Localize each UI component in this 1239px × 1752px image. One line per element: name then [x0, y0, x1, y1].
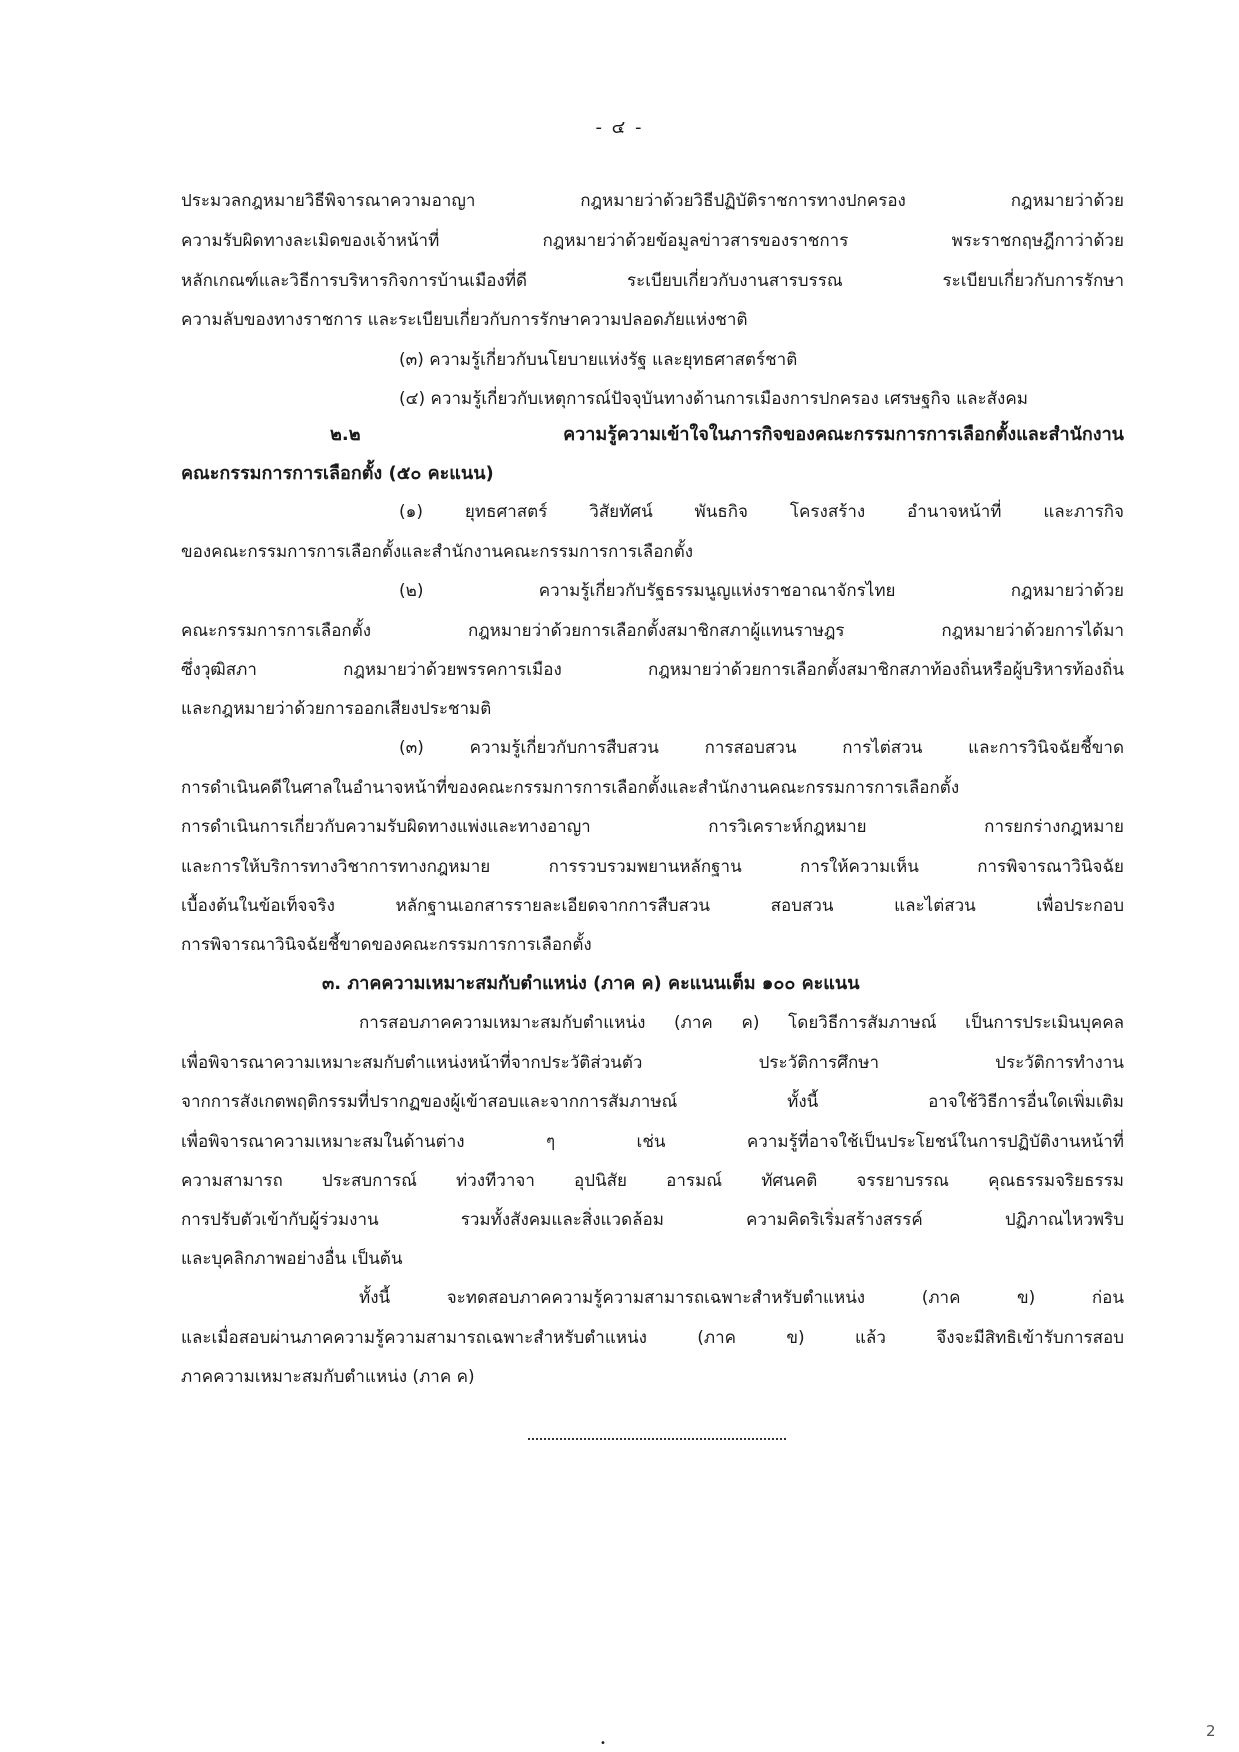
dotted-end-line: [528, 1438, 786, 1440]
body-line: การดำเนินคดีในศาลในอำนาจหน้าที่ของคณะกรรมการการเลือกตั้งและสำนักงานคณะกรรมการการเลือกตั้ง: [181, 778, 960, 798]
body-line: การพิจารณาวินิจฉัยชี้ขาดของคณะกรรมการการเลือกตั้ง: [181, 935, 592, 955]
body-line: ของคณะกรรมการการเลือกตั้งและสำนักงานคณะกรรมการการเลือกตั้ง: [181, 542, 694, 562]
body-line: การดำเนินการเกี่ยวกับความรับผิดทางแพ่งและทางอาญา การวิเคราะห์กฎหมาย การยกร่างกฎหมาย: [181, 817, 1124, 837]
body-line: ภาคความเหมาะสมกับตำแหน่ง (ภาค ค): [181, 1367, 475, 1387]
body-line: ประมวลกฎหมายวิธีพิจารณาความอาญา กฎหมายว่าด้วยวิธีปฏิบัติราชการทางปกครอง กฎหมายว่าด้วย: [181, 191, 1124, 211]
page-number: - ๔ -: [595, 117, 644, 138]
body-line: ความลับของทางราชการ และระเบียบเกี่ยวกับการรักษาความปลอดภัยแห่งชาติ: [181, 310, 748, 330]
body-line: การสอบภาคความเหมาะสมกับตำแหน่ง (ภาค ค) โดยวิธีการสัมภาษณ์ เป็นการประเมินบุคคล: [359, 1013, 1124, 1033]
section-heading: ๒.๒ ความรู้ความเข้าใจในภารกิจของคณะกรรมการการเลือกตั้งและสำนักงาน: [330, 424, 1124, 445]
body-line: ซึ่งวุฒิสภา กฎหมายว่าด้วยพรรคการเมือง กฎหมายว่าด้วยการเลือกตั้งสมาชิกสภาท้องถิ่นหรือผู้บริหารท้องถิ่น: [181, 660, 1124, 680]
body-line: และบุคลิกภาพอย่างอื่น เป็นต้น: [181, 1249, 403, 1269]
body-line: หลักเกณฑ์และวิธีการบริหารกิจการบ้านเมืองที่ดี ระเบียบเกี่ยวกับงานสารบรรณ ระเบียบเกี่ยวกับการรักษา: [181, 271, 1124, 291]
list-item: (๓) ความรู้เกี่ยวกับการสืบสวน การสอบสวน การไต่สวน และการวินิจฉัยชี้ขาด: [399, 738, 1124, 758]
body-line: คณะกรรมการการเลือกตั้ง กฎหมายว่าด้วยการเลือกตั้งสมาชิกสภาผู้แทนราษฎร กฎหมายว่าด้วยการได้มา: [181, 621, 1124, 641]
body-line: เพื่อพิจารณาความเหมาะสมกับตำแหน่งหน้าที่จากประวัติส่วนตัว ประวัติการศึกษา ประวัติการทำงาน: [181, 1053, 1124, 1073]
corner-mark: 2: [1206, 1722, 1216, 1740]
body-line: และกฎหมายว่าด้วยการออกเสียงประชามติ: [181, 699, 492, 719]
body-line: ความสามารถ ประสบการณ์ ท่วงทีวาจา อุปนิสัย อารมณ์ ทัศนคติ จรรยาบรรณ คุณธรรมจริยธรรม: [181, 1171, 1124, 1191]
body-line: เพื่อพิจารณาความเหมาะสมในด้านต่าง ๆ เช่น ความรู้ที่อาจใช้เป็นประโยชน์ในการปฏิบัติงานหน้าที่: [181, 1132, 1124, 1152]
section-heading: ๓. ภาคความเหมาะสมกับตำแหน่ง (ภาค ค) คะแนนเต็ม ๑๐๐ คะแนน: [322, 973, 860, 994]
body-line: ความรับผิดทางละเมิดของเจ้าหน้าที่ กฎหมายว่าด้วยข้อมูลข่าวสารของราชการ พระราชกฤษฎีกาว่าด้วย: [181, 231, 1124, 251]
body-line: ทั้งนี้ จะทดสอบภาคความรู้ความสามารถเฉพาะสำหรับตำแหน่ง (ภาค ข) ก่อน: [359, 1288, 1124, 1308]
list-item: (๑) ยุทธศาสตร์ วิสัยทัศน์ พันธกิจ โครงสร้าง อำนาจหน้าที่ และภารกิจ: [399, 502, 1124, 522]
body-line: และเมื่อสอบผ่านภาคความรู้ความสามารถเฉพาะสำหรับตำแหน่ง (ภาค ข) แล้ว จึงจะมีสิทธิเข้ารับการสอบ: [181, 1328, 1124, 1348]
section-heading: คณะกรรมการการเลือกตั้ง (๕๐ คะแนน): [181, 463, 494, 484]
list-item: (๔) ความรู้เกี่ยวกับเหตุการณ์ปัจจุบันทางด้านการเมืองการปกครอง เศรษฐกิจ และสังคม: [399, 389, 1028, 409]
body-line: การปรับตัวเข้ากับผู้ร่วมงาน รวมทั้งสังคมและสิ่งแวดล้อม ความคิดริเริ่มสร้างสรรค์ ปฏิภาณไหวพริบ: [181, 1210, 1124, 1230]
body-line: จากการสังเกตพฤติกรรมที่ปรากฏของผู้เข้าสอบและจากการสัมภาษณ์ ทั้งนี้ อาจใช้วิธีการอื่นใดเพิ่มเติม: [181, 1092, 1124, 1112]
list-item: (๓) ความรู้เกี่ยวกับนโยบายแห่งรัฐ และยุทธศาสตร์ชาติ: [399, 350, 798, 370]
list-item: (๒) ความรู้เกี่ยวกับรัฐธรรมนูญแห่งราชอาณาจักรไทย กฎหมายว่าด้วย: [399, 581, 1124, 601]
footer-dot: •: [600, 1738, 606, 1749]
body-line: เบื้องต้นในข้อเท็จจริง หลักฐานเอกสารรายละเอียดจากการสืบสวน สอบสวน และไต่สวน เพื่อประกอบ: [181, 896, 1124, 916]
body-line: และการให้บริการทางวิชาการทางกฎหมาย การรวบรวมพยานหลักฐาน การให้ความเห็น การพิจารณาวินิจฉัย: [181, 857, 1124, 877]
